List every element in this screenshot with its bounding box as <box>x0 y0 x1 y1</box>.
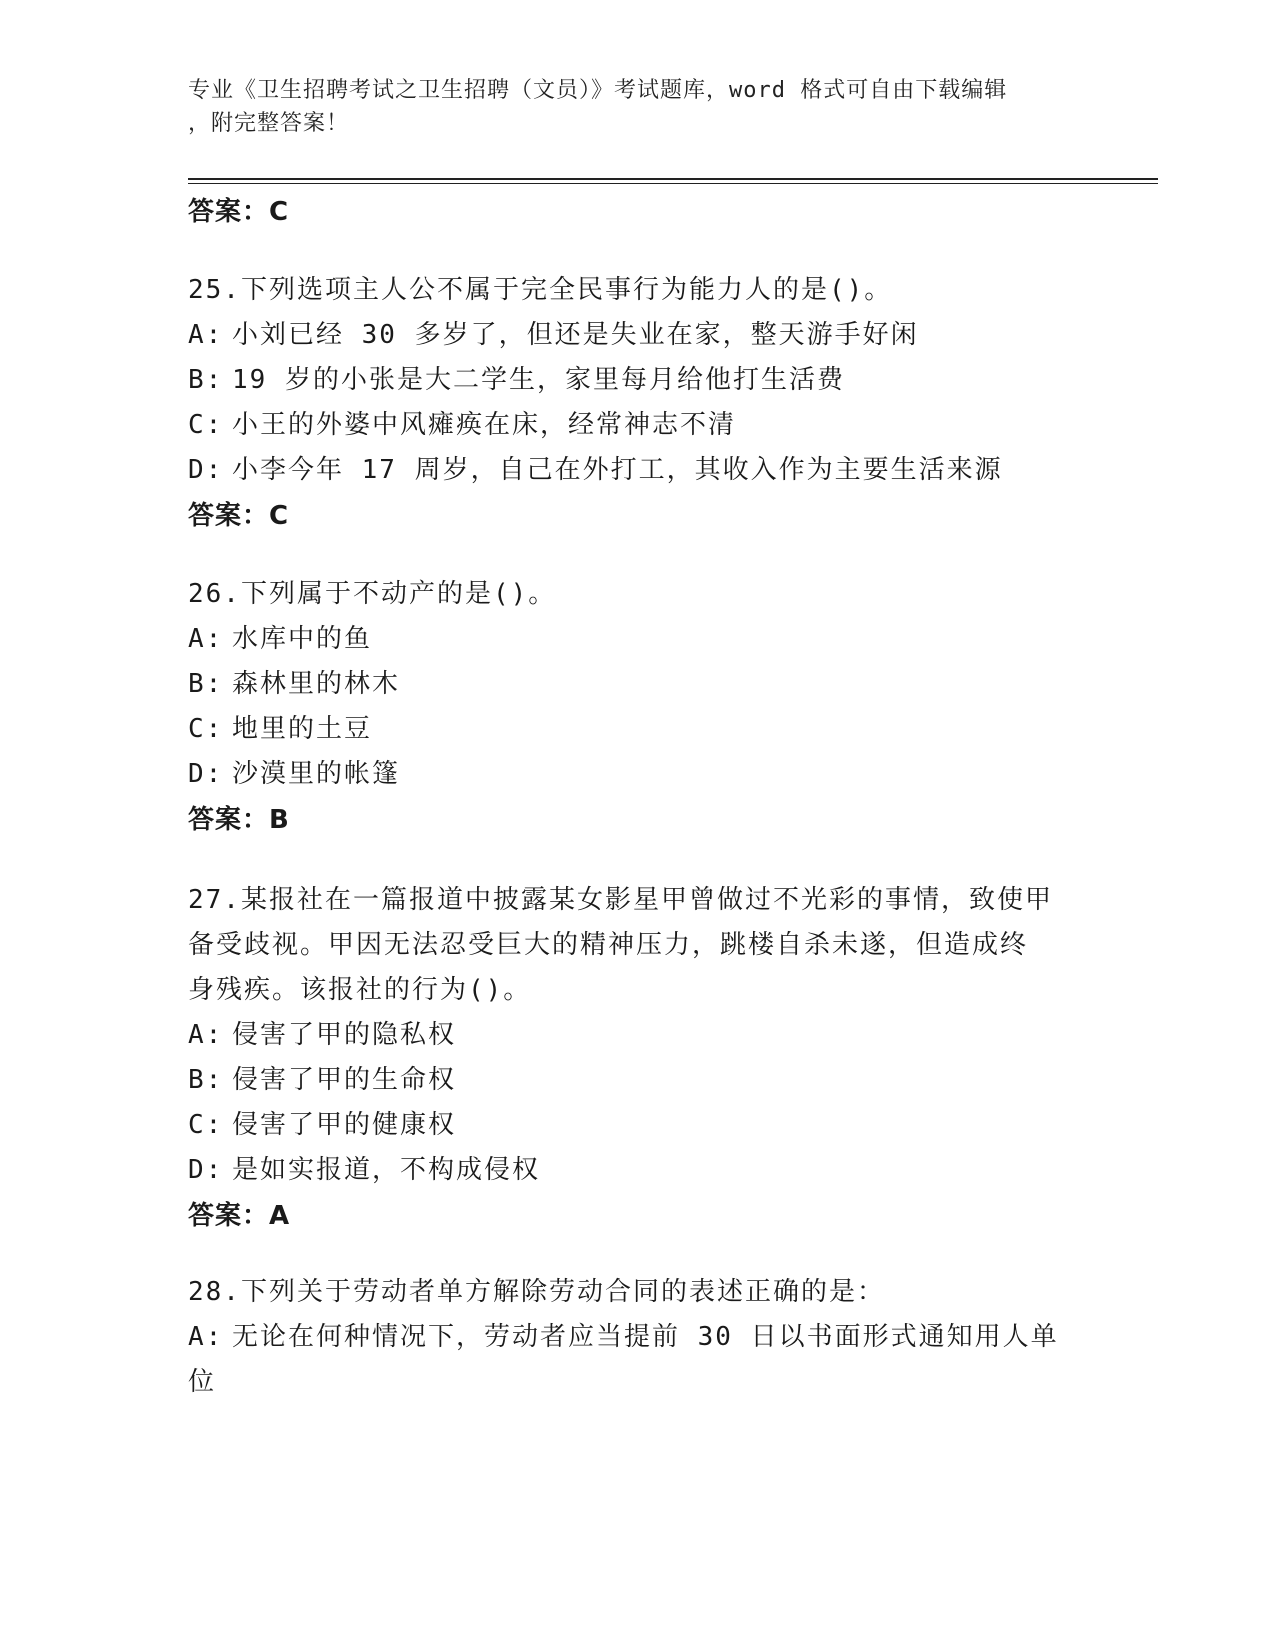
option-text: 是如实报道，不构成侵权 <box>232 1155 541 1185</box>
option-b <box>188 662 1078 707</box>
option-a <box>188 313 1078 358</box>
option-c <box>188 1103 1078 1148</box>
document-header <box>188 74 1068 140</box>
question-28 <box>188 1270 1078 1405</box>
option-d <box>188 448 1078 493</box>
option-d <box>188 752 1078 797</box>
option-text: 侵害了甲的健康权 <box>232 1110 457 1140</box>
question-text-line-1: 27.某报社在一篇报道中披露某女影星甲曾做过不光彩的事情，致使甲 <box>188 885 1053 915</box>
question-25 <box>188 268 1078 539</box>
header-line-1: 专业《卫生招聘考试之卫生招聘（文员）》考试题库，word 格式可自由下载编辑 <box>188 78 1008 103</box>
answer: 答案：B <box>188 805 290 835</box>
option-text: 侵害了甲的生命权 <box>232 1065 457 1095</box>
option-text: 小刘已经 30 多岁了，但还是失业在家，整天游手好闲 <box>232 320 919 350</box>
option-label: A: <box>188 320 224 350</box>
option-b <box>188 1058 1078 1103</box>
header-rule-thin <box>188 183 1158 184</box>
option-b <box>188 358 1078 403</box>
option-label: C: <box>188 714 224 744</box>
option-text: 沙漠里的帐篷 <box>232 759 401 789</box>
option-text: 19 岁的小张是大二学生，家里每月给他打生活费 <box>232 365 845 395</box>
answer: 答案：C <box>188 501 290 531</box>
option-a <box>188 1315 1078 1360</box>
option-text: 水库中的鱼 <box>232 624 373 654</box>
header-line-2: ，附完整答案！ <box>188 111 350 136</box>
question-27 <box>188 878 1078 1239</box>
question-text-line-3: 身残疾。该报社的行为()。 <box>188 975 532 1005</box>
option-a <box>188 617 1078 662</box>
option-label: D: <box>188 759 224 789</box>
option-label: C: <box>188 1110 224 1140</box>
question-text: 26.下列属于不动产的是()。 <box>188 579 557 609</box>
option-d <box>188 1148 1078 1193</box>
question-26 <box>188 572 1078 843</box>
option-text: 地里的土豆 <box>232 714 373 744</box>
option-c <box>188 707 1078 752</box>
option-label: A: <box>188 624 224 654</box>
question-text: 25.下列选项主人公不属于完全民事行为能力人的是()。 <box>188 275 893 305</box>
option-text: 小李今年 17 周岁，自己在外打工，其收入作为主要生活来源 <box>232 455 1003 485</box>
option-a-continuation: 位 <box>188 1367 217 1397</box>
answer: 答案：A <box>188 1201 291 1231</box>
option-label: B: <box>188 669 224 699</box>
option-a <box>188 1013 1078 1058</box>
option-label: B: <box>188 365 224 395</box>
option-label: A: <box>188 1322 224 1352</box>
header-rule-thick <box>188 178 1158 180</box>
answer-previous-question: 答案：C <box>188 197 290 227</box>
option-text: 无论在何种情况下，劳动者应当提前 30 日以书面形式通知用人单 <box>232 1322 1059 1352</box>
option-text: 森林里的林木 <box>232 669 401 699</box>
question-text: 28.下列关于劳动者单方解除劳动合同的表述正确的是： <box>188 1277 885 1307</box>
option-text: 小王的外婆中风瘫痪在床，经常神志不清 <box>232 410 737 440</box>
option-c <box>188 403 1078 448</box>
question-text-line-2: 备受歧视。甲因无法忍受巨大的精神压力，跳楼自杀未遂，但造成终 <box>188 930 1029 960</box>
option-label: D: <box>188 455 224 485</box>
option-label: D: <box>188 1155 224 1185</box>
option-label: B: <box>188 1065 224 1095</box>
option-label: A: <box>188 1020 224 1050</box>
option-text: 侵害了甲的隐私权 <box>232 1020 457 1050</box>
option-label: C: <box>188 410 224 440</box>
